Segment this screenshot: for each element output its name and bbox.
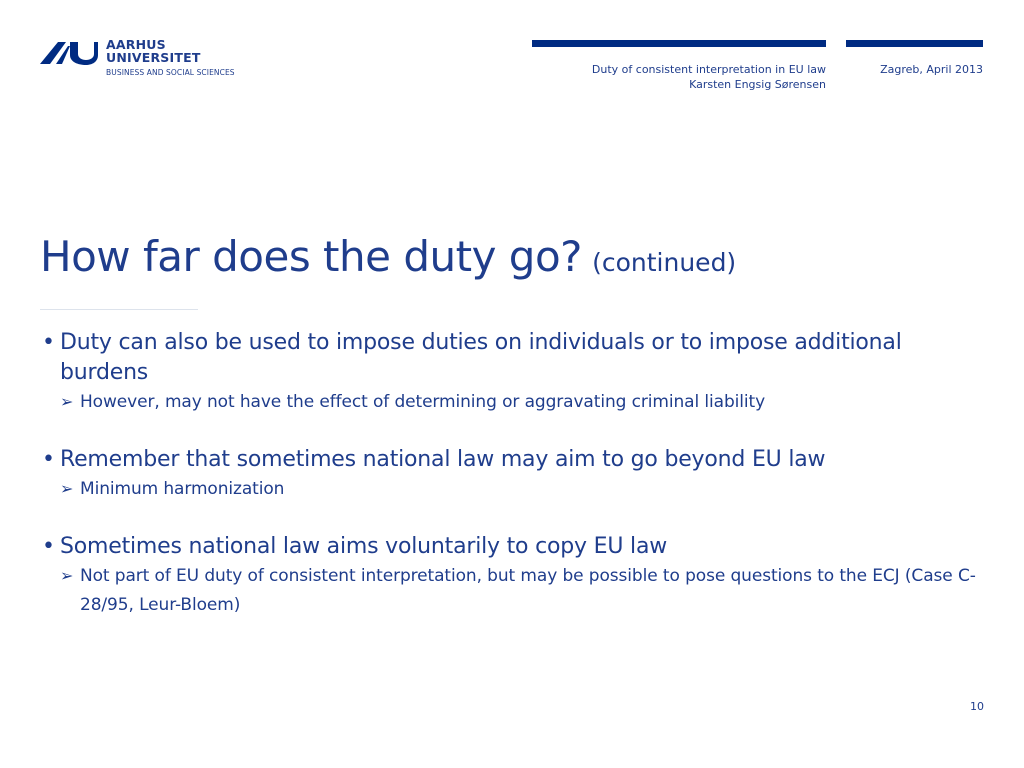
arrow-bullet-icon: ➢ [60, 392, 74, 411]
sub-bullet-text: Not part of EU duty of consistent interpretation, but may be possible to pose questions to the ECJ (Case C-28/95, Leur-Bloem) [80, 566, 976, 615]
talk-title: Duty of consistent interpretation in EU law [591, 63, 826, 76]
bullet-icon: • [42, 447, 55, 472]
sub-list-item [60, 562, 980, 620]
logo-line-1: AARHUS [106, 37, 166, 52]
slide-title-main: How far does the duty go? [40, 232, 582, 281]
slide-title [40, 232, 736, 281]
list-item [40, 328, 980, 417]
list-item [40, 532, 980, 620]
logo-line-2: UNIVERSITET [106, 50, 201, 65]
arrow-bullet-icon: ➢ [60, 566, 74, 585]
author-name: Karsten Engsig Sørensen [689, 78, 826, 91]
sub-list-item [60, 475, 980, 504]
header-bar-left [532, 40, 826, 47]
sub-list-item [60, 388, 980, 417]
header-place-date: Zagreb, April 2013 [880, 63, 983, 76]
sub-bullet-text: Minimum harmonization [80, 479, 285, 499]
university-logo [40, 38, 235, 78]
bullet-list [40, 328, 980, 648]
title-divider [40, 309, 198, 310]
bullet-text: Duty can also be used to impose duties on individuals or to impose additional burdens [60, 330, 902, 385]
header-talk-info [526, 62, 826, 92]
au-seal-icon [40, 38, 98, 66]
slide-title-suffix: (continued) [592, 248, 737, 277]
page-number: 10 [970, 700, 984, 713]
bullet-icon: • [42, 330, 55, 355]
logo-line-3: BUSINESS AND SOCIAL SCIENCES [106, 68, 235, 77]
bullet-icon: • [42, 534, 55, 559]
bullet-text: Sometimes national law aims voluntarily to copy EU law [60, 534, 668, 559]
logo-wordmark [106, 38, 235, 78]
sub-bullet-text: However, may not have the effect of determining or aggravating criminal liability [80, 392, 766, 412]
list-item [40, 445, 980, 504]
arrow-bullet-icon: ➢ [60, 479, 74, 498]
header-bar-right [846, 40, 983, 47]
bullet-text: Remember that sometimes national law may aim to go beyond EU law [60, 447, 826, 472]
